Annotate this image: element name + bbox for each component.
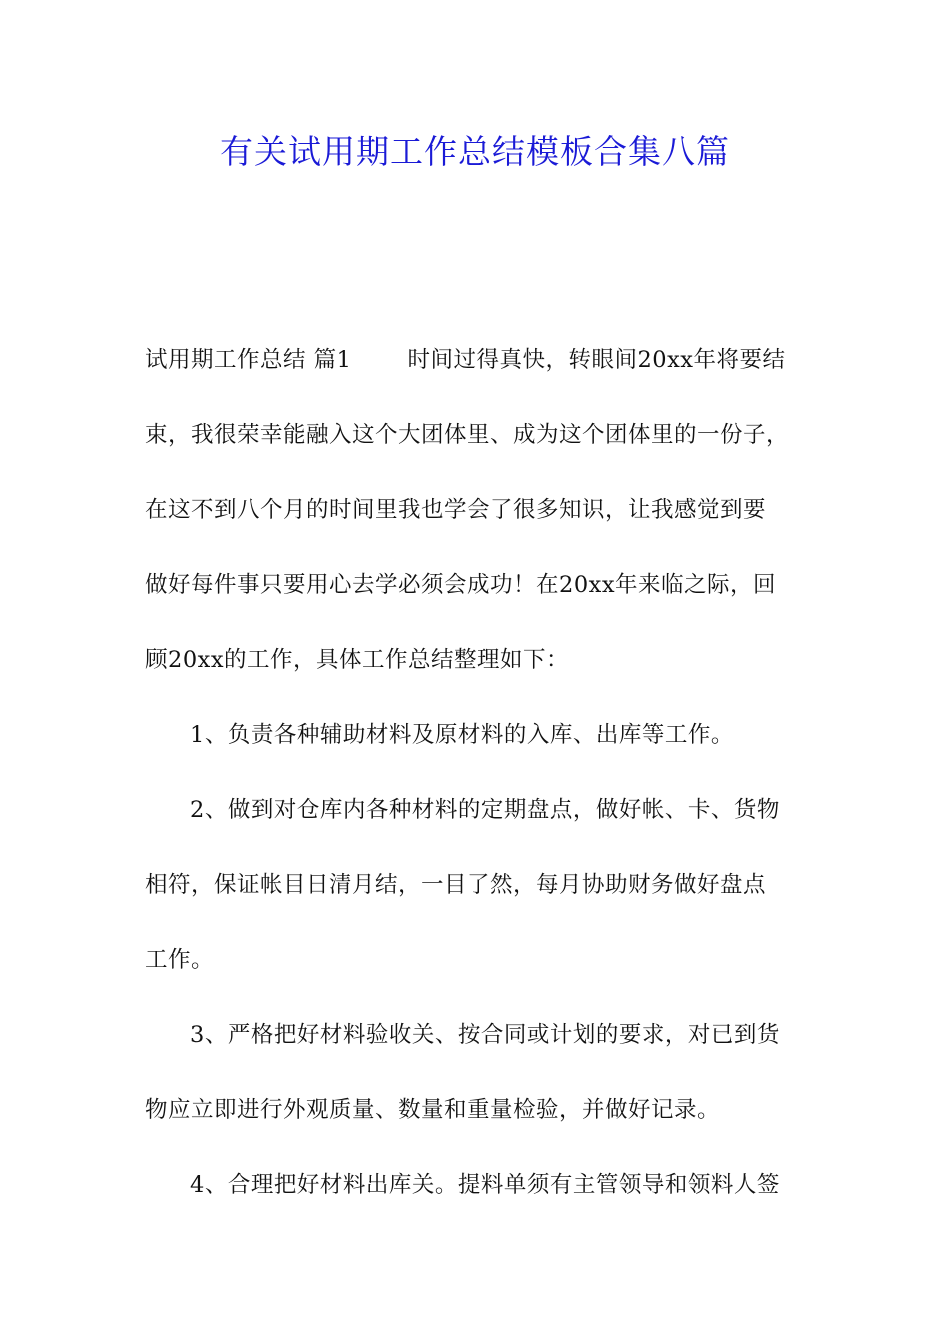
paragraph-line-1 (145, 333, 810, 388)
list-item-3: 3、严格把好材料验收关、按合同或计划的要求，对已到货 (190, 1022, 780, 1048)
list-item-1: 1、负责各种辅助材料及原材料的入库、出库等工作。 (190, 722, 734, 748)
document-body (145, 333, 810, 1233)
list-item-2-cont-1: 相符，保证帐目日清月结，一目了然，每月协助财务做好盘点 (145, 872, 767, 898)
list-item-3-cont: 物应立即进行外观质量、数量和重量检验，并做好记录。 (145, 1097, 721, 1123)
list-item-4: 4、合理把好材料出库关。提料单须有主管领导和领料人签 (190, 1172, 780, 1198)
document-title: 有关试用期工作总结模板合集八篇 (220, 132, 730, 171)
paragraph-line-3: 在这不到八个月的时间里我也学会了很多知识，让我感觉到要 (145, 497, 767, 523)
list-item-2-cont-2: 工作。 (145, 947, 215, 973)
line-text: 时间过得真快，转眼间20xx年将要结 (407, 347, 786, 373)
paragraph-line-5: 顾20xx的工作，具体工作总结整理如下： (145, 647, 570, 673)
paragraph-line-2: 束，我很荣幸能融入这个大团体里、成为这个团体里的一份子， (145, 422, 790, 448)
list-item-2: 2、做到对仓库内各种材料的定期盘点，做好帐、卡、货物 (190, 797, 780, 823)
section-heading: 试用期工作总结 篇1 (145, 347, 352, 373)
paragraph-line-4: 做好每件事只要用心去学必须会成功！在20xx年来临之际，回 (145, 572, 777, 598)
